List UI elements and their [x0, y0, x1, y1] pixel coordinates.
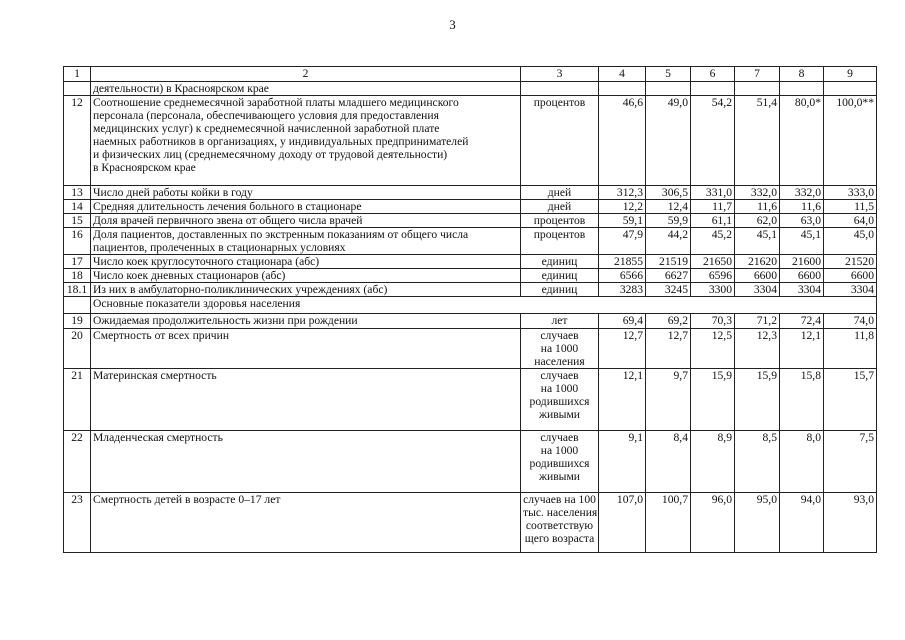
value-cell: 21520 [824, 255, 877, 269]
value-cell: 12,2 [599, 200, 646, 214]
header-row [64, 67, 877, 82]
value-cell: 21855 [599, 255, 646, 269]
table-row [64, 228, 877, 255]
table-row [64, 269, 877, 283]
table-row [64, 214, 877, 228]
indicator-name [91, 269, 521, 283]
indicator-name [91, 431, 521, 493]
value-cell: 12,3 [735, 329, 780, 369]
table-row [64, 369, 877, 431]
indicator-line: персонала (персонала, обеспечивающего условия для предоставления [93, 109, 439, 122]
indicator-line: Число коек дневных стационаров (абс) [93, 269, 286, 282]
value-cell: 332,0 [735, 186, 780, 200]
value-cell: 3245 [646, 283, 691, 297]
indicator-name [91, 96, 521, 186]
value-cell: 21620 [735, 255, 780, 269]
unit-cell [521, 269, 599, 283]
value-cell: 11,5 [824, 200, 877, 214]
value-cell: 3304 [780, 283, 824, 297]
header-cell: 6 [691, 67, 735, 82]
value-cell: 6627 [646, 269, 691, 283]
value-cell: 15,7 [824, 369, 877, 431]
value-cell: 59,1 [599, 214, 646, 228]
header-cell: 5 [646, 67, 691, 82]
row-number [64, 82, 91, 96]
value-cell: 74,0 [824, 314, 877, 329]
value-cell: 71,2 [735, 314, 780, 329]
unit-cell [521, 186, 599, 200]
value-cell: 12,5 [691, 329, 735, 369]
indicator-name [91, 369, 521, 431]
header-cell: 8 [780, 67, 824, 82]
table-body [64, 67, 877, 553]
row-number: 18 [64, 269, 91, 283]
value-cell: 45,2 [691, 228, 735, 255]
unit-line: на 1000 [540, 342, 579, 355]
unit-line: процентов [533, 96, 586, 109]
unit-line: тыс. населения [523, 506, 598, 519]
indicator-line: Ожидаемая продолжительность жизни при рождении [93, 314, 358, 327]
value-cell: 80,0* [780, 96, 824, 186]
row-number: 20 [64, 329, 91, 369]
indicator-line: Из них в амбулаторно-поликлинических учреждениях (абс) [93, 283, 388, 296]
value-cell: 11,6 [780, 200, 824, 214]
value-cell: 11,8 [824, 329, 877, 369]
row-number [64, 297, 91, 314]
continuation-row [64, 82, 877, 96]
unit-line: дней [547, 200, 572, 213]
unit-line: живыми [538, 470, 581, 483]
value-cell: 45,1 [735, 228, 780, 255]
value-cell: 54,2 [691, 96, 735, 186]
value-cell: 44,2 [646, 228, 691, 255]
indicators-table [63, 66, 877, 553]
value-cell: 3283 [599, 283, 646, 297]
unit-line: лет [551, 314, 568, 327]
indicator-line: наемных работников в организациях, у индивидуальных предпринимателей [93, 135, 469, 148]
value-cell [646, 82, 691, 96]
row-number: 17 [64, 255, 91, 269]
value-cell: 8,4 [646, 431, 691, 493]
indicator-name [91, 214, 521, 228]
unit-line: родившихся [529, 457, 590, 470]
indicator-line: Число дней работы койки в году [93, 186, 253, 199]
value-cell: 107,0 [599, 493, 646, 553]
row-number: 18.1 [64, 283, 91, 297]
indicator-line: в Красноярском крае [93, 161, 196, 174]
unit-line: на 1000 [540, 382, 579, 395]
value-cell: 15,9 [691, 369, 735, 431]
value-cell: 12,1 [599, 369, 646, 431]
value-cell: 21600 [780, 255, 824, 269]
value-cell: 306,5 [646, 186, 691, 200]
value-cell: 6596 [691, 269, 735, 283]
indicator-name [91, 314, 521, 329]
header-cell: 9 [824, 67, 877, 82]
section-row [64, 297, 877, 314]
unit-cell [521, 96, 599, 186]
table-row [64, 186, 877, 200]
indicator-line: Доля врачей первичного звена от общего числа врачей [93, 214, 363, 227]
value-cell: 45,0 [824, 228, 877, 255]
value-cell: 11,6 [735, 200, 780, 214]
unit-line: родившихся [529, 395, 590, 408]
row-number: 16 [64, 228, 91, 255]
indicator-name [91, 329, 521, 369]
value-cell: 100,0** [824, 96, 877, 186]
value-cell: 9,7 [646, 369, 691, 431]
value-cell: 72,4 [780, 314, 824, 329]
indicator-line: Доля пациентов, доставленных по экстренным показаниям от общего числа [93, 228, 469, 241]
value-cell: 47,9 [599, 228, 646, 255]
unit-line: случаев [540, 329, 579, 342]
unit-cell [521, 82, 599, 96]
unit-line: процентов [533, 214, 586, 227]
value-cell: 3300 [691, 283, 735, 297]
value-cell: 61,1 [691, 214, 735, 228]
unit-cell [521, 314, 599, 329]
row-number: 21 [64, 369, 91, 431]
value-cell: 331,0 [691, 186, 735, 200]
unit-line: живыми [538, 408, 581, 421]
value-cell: 8,0 [780, 431, 824, 493]
unit-line: единиц [541, 255, 578, 268]
unit-line: единиц [541, 283, 578, 296]
row-number: 15 [64, 214, 91, 228]
unit-line: соответствую [525, 519, 594, 532]
value-cell: 51,4 [735, 96, 780, 186]
unit-line: щего возраста [524, 532, 595, 545]
value-cell: 7,5 [824, 431, 877, 493]
unit-line: случаев [540, 431, 579, 444]
unit-cell [521, 200, 599, 214]
value-cell: 70,3 [691, 314, 735, 329]
table-row [64, 255, 877, 269]
page-number: 3 [449, 17, 456, 32]
indicator-name: деятельности) в Красноярском крае [91, 82, 521, 96]
table-row [64, 314, 877, 329]
value-cell: 49,0 [646, 96, 691, 186]
value-cell: 12,7 [646, 329, 691, 369]
value-cell: 64,0 [824, 214, 877, 228]
indicator-line: Смертность от всех причин [93, 329, 230, 342]
unit-line: процентов [533, 228, 586, 241]
value-cell: 8,9 [691, 431, 735, 493]
value-cell: 46,6 [599, 96, 646, 186]
value-cell: 59,9 [646, 214, 691, 228]
value-cell: 15,8 [780, 369, 824, 431]
value-cell: 312,3 [599, 186, 646, 200]
unit-cell [521, 369, 599, 431]
row-number: 13 [64, 186, 91, 200]
value-cell [780, 82, 824, 96]
value-cell: 3304 [824, 283, 877, 297]
unit-cell [521, 255, 599, 269]
value-cell: 3304 [735, 283, 780, 297]
indicator-name [91, 255, 521, 269]
value-cell: 94,0 [780, 493, 824, 553]
table-row [64, 96, 877, 186]
value-cell: 21519 [646, 255, 691, 269]
indicator-name [91, 493, 521, 553]
row-number: 19 [64, 314, 91, 329]
header-cell: 2 [91, 67, 521, 82]
value-cell: 6566 [599, 269, 646, 283]
value-cell: 15,9 [735, 369, 780, 431]
indicator-name [91, 283, 521, 297]
header-cell: 4 [599, 67, 646, 82]
value-cell [735, 82, 780, 96]
value-cell: 332,0 [780, 186, 824, 200]
value-cell: 11,7 [691, 200, 735, 214]
value-cell: 9,1 [599, 431, 646, 493]
section-title: Основные показатели здоровья населения [91, 297, 877, 314]
value-cell: 12,1 [780, 329, 824, 369]
unit-line: дней [547, 186, 572, 199]
indicator-line: Число коек круглосуточного стационара (абс) [93, 255, 320, 268]
unit-line: случаев на 100 [523, 493, 596, 506]
unit-cell [521, 493, 599, 553]
unit-line: населения [534, 355, 585, 368]
value-cell [599, 82, 646, 96]
value-cell [691, 82, 735, 96]
unit-cell [521, 214, 599, 228]
unit-line: на 1000 [540, 444, 579, 457]
row-number: 12 [64, 96, 91, 186]
row-number: 14 [64, 200, 91, 214]
indicator-line: пациентов, пролеченных в стационарных условиях [93, 241, 346, 254]
header-cell: 3 [521, 67, 599, 82]
value-cell: 96,0 [691, 493, 735, 553]
value-cell: 95,0 [735, 493, 780, 553]
value-cell: 12,7 [599, 329, 646, 369]
value-cell: 45,1 [780, 228, 824, 255]
value-cell: 21650 [691, 255, 735, 269]
value-cell: 12,4 [646, 200, 691, 214]
value-cell: 69,2 [646, 314, 691, 329]
unit-cell [521, 283, 599, 297]
unit-line: случаев [540, 369, 579, 382]
table-row [64, 493, 877, 553]
indicator-line: и физических лиц (среднемесячному доходу от трудовой деятельности) [93, 148, 448, 161]
value-cell: 100,7 [646, 493, 691, 553]
indicator-name [91, 228, 521, 255]
table-row [64, 329, 877, 369]
indicator-line: медицинских услуг) к среднемесячной начисленной заработной плате [93, 122, 440, 135]
indicator-line: Смертность детей в возрасте 0–17 лет [93, 493, 281, 506]
row-number: 23 [64, 493, 91, 553]
value-cell: 6600 [824, 269, 877, 283]
value-cell: 93,0 [824, 493, 877, 553]
table-row [64, 283, 877, 297]
table-row [64, 200, 877, 214]
indicator-name [91, 200, 521, 214]
unit-cell [521, 329, 599, 369]
indicator-name [91, 186, 521, 200]
unit-line: единиц [541, 269, 578, 282]
value-cell: 63,0 [780, 214, 824, 228]
unit-cell [521, 431, 599, 493]
value-cell: 6600 [780, 269, 824, 283]
value-cell: 62,0 [735, 214, 780, 228]
indicator-line: Младенческая смертность [93, 431, 223, 444]
value-cell: 6600 [735, 269, 780, 283]
indicator-line: Материнская смертность [93, 369, 217, 382]
value-cell: 69,4 [599, 314, 646, 329]
header-cell: 1 [64, 67, 91, 82]
value-cell: 333,0 [824, 186, 877, 200]
unit-cell [521, 228, 599, 255]
header-cell: 7 [735, 67, 780, 82]
row-number: 22 [64, 431, 91, 493]
indicator-line: Средняя длительность лечения больного в стационаре [93, 200, 362, 213]
value-cell: 8,5 [735, 431, 780, 493]
indicator-line: Соотношение среднемесячной заработной платы младшего медицинского [93, 96, 459, 109]
table-row [64, 431, 877, 493]
value-cell [824, 82, 877, 96]
